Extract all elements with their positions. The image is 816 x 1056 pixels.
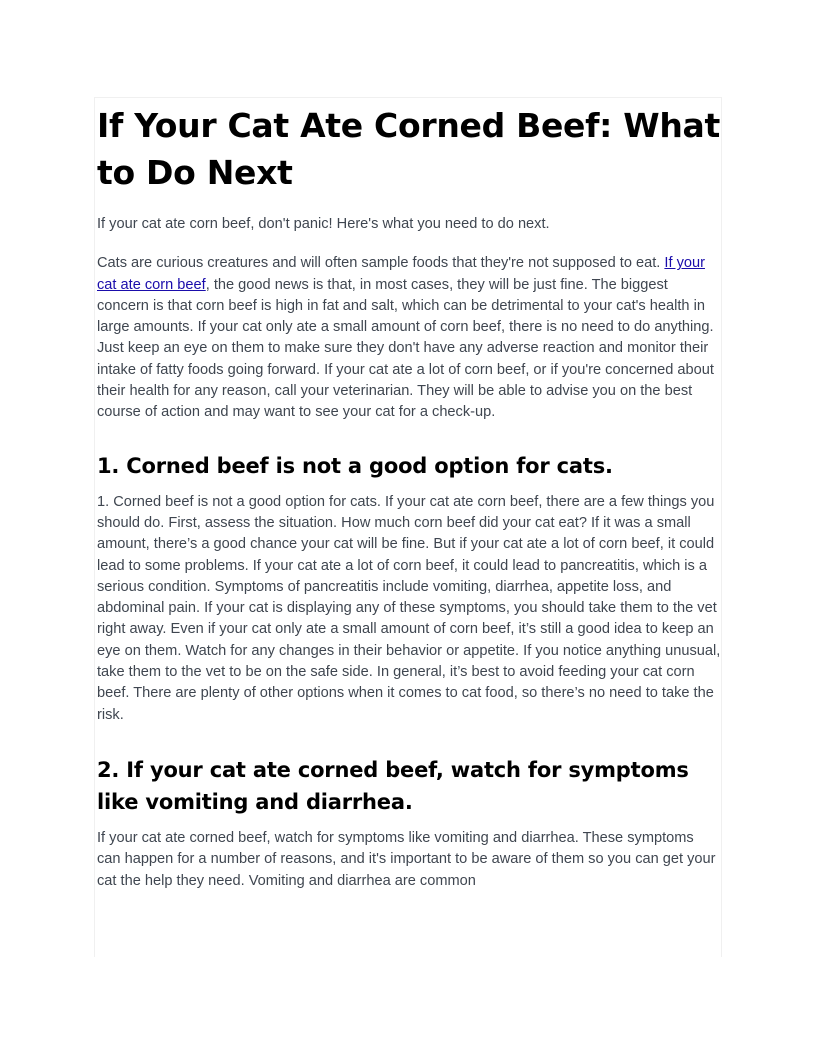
- article-body: [94, 97, 722, 957]
- first-paragraph: [97, 253, 721, 423]
- paragraph-text-before-link: Cats are curious creatures and will often sample foods that they're not supposed to eat.: [97, 255, 665, 272]
- section-text-1: 1. Corned beef is not a good option for cats. If your cat ate corn beef, there are a few things you should do. First, assess the situation. How much corn beef did your cat eat? If it was a small amount, there’s a good chance your cat will be fine. But if your cat ate a lot of corn beef, it could lead to some problems. If your cat ate a lot of corn beef, it could lead to pancreatitis, which is a serious condition. Symptoms of pancreatitis include vomiting, diarrhea, appetite loss, and abdominal pain. If your cat is displaying any of these symptoms, you should take them to the vet right away. Even if your cat only ate a small amount of corn beef, it’s still a good idea to keep an eye on them. Watch for any changes in their behavior or appetite. If you notice anything unusual, take them to the vet to be on the safe side. In general, it’s best to avoid feeding your cat corn beef. There are plenty of other options when it comes to cat food, so there’s no need to take the risk.: [97, 493, 721, 723]
- intro-paragraph: If your cat ate corn beef, don't panic! Here's what you need to do next.: [97, 216, 550, 232]
- section-text-2: If your cat ate corned beef, watch for symptoms like vomiting and diarrhea. These symptoms can happen for a number of reasons, and it's important to be aware of them so you can get your cat the help they need. Vomiting and diarrhea are common: [97, 829, 716, 889]
- corn-beef-article-link[interactable]: If your cat ate corn beef: [97, 255, 705, 293]
- paragraph-text-after-link: , the good news is that, in most cases, they will be just fine. The biggest concern is that corn beef is high in fat and salt, which can be detrimental to your cat's health in large amounts. If your cat only ate a small amount of corn beef, there is no need to do anything. Just keep an eye on them to make sure they don't have any adverse reaction and monitor their intake of fatty foods going forward. If your cat ate a lot of corn beef, or if you're concerned about their health for any reason, call your veterinarian. They will be able to advise you on the best course of action and may want to see your cat for a check-up.: [97, 276, 714, 421]
- article-title: If Your Cat Ate Corned Beef: What to Do Next: [97, 106, 720, 192]
- section-heading-1: 1. Corned beef is not a good option for cats.: [97, 453, 613, 478]
- section-heading-2: 2. If your cat ate corned beef, watch for symptoms like vomiting and diarrhea.: [97, 757, 689, 814]
